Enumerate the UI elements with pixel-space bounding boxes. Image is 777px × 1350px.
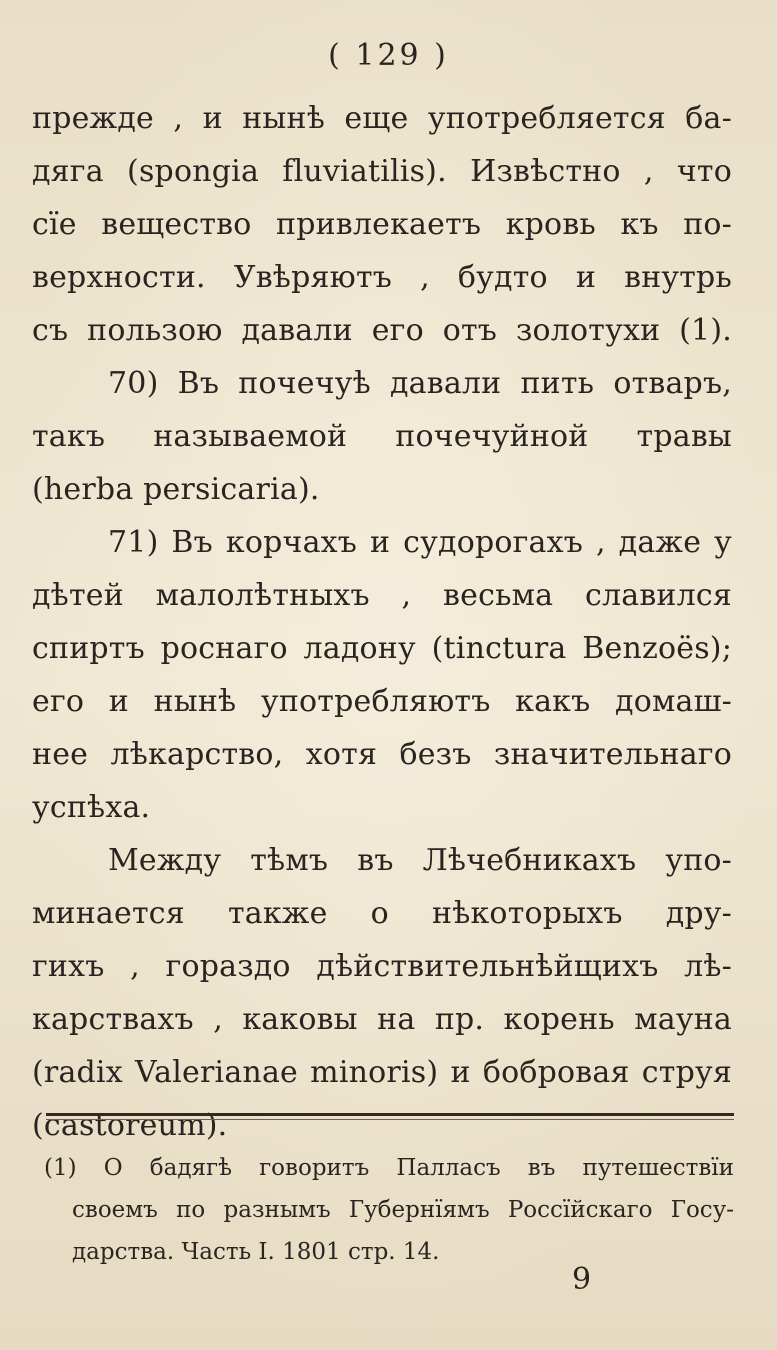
text-line: карствахъ , каковы на пр. корень мауна (32, 1002, 732, 1037)
text-line: минается также о нѣкоторыхъ дру- (32, 896, 732, 931)
text-line: верхности. Увѣряютъ , будто и внутрь (32, 260, 732, 295)
footnote-line: (1) О бадягѣ говоритъ Палласъ въ путешествїи (44, 1155, 734, 1181)
paragraph-between-start: Между тѣмъ въ Лѣчебникахъ упо- (108, 843, 732, 878)
text-line: спиртъ роснаго ладону (tinctura Benzoës); (32, 631, 732, 666)
text-line: его и нынѣ употребляютъ какъ домаш- (32, 684, 732, 719)
paragraph-70-start: 70) Въ почечуѣ давали пить отваръ, (108, 366, 732, 401)
text-line: (castoreum). (32, 1108, 228, 1143)
text-line: (herba persicaria). (32, 472, 320, 507)
footnote-line: своемъ по разнымъ Губернїямъ Россїйскаго Госу- (72, 1197, 734, 1223)
footnote-block (44, 1147, 734, 1273)
text-line: дяга (spongia fluviatilis). Извѣстно , что (32, 154, 732, 189)
text-line: успѣха. (32, 790, 151, 825)
page-number-header: ( 129 ) (328, 38, 449, 73)
text-line: гихъ , гораздо дѣйствительнѣйщихъ лѣ- (32, 949, 732, 984)
text-line: сїе вещество привлекаетъ кровь къ по- (32, 207, 732, 242)
text-line: дѣтей малолѣтныхъ , весьма славился (32, 578, 732, 613)
text-line: нее лѣкарство, хотя безъ значительнаго (32, 737, 732, 772)
main-text-block (32, 92, 732, 1152)
text-line: такъ называемой почечуйной травы (32, 419, 732, 454)
footnote-divider-rule-thin (46, 1119, 734, 1120)
footnote-divider-rule (46, 1113, 734, 1116)
text-line: (radix Valerianae minoris) и бобровая струя (32, 1055, 732, 1090)
footnote-line: дарства. Часть I. 1801 стр. 14. (72, 1239, 440, 1265)
text-line: прежде , и нынѣ еще употребляется ба- (32, 101, 732, 136)
text-line: съ пользою давали его отъ золотухи (1). (32, 313, 732, 348)
paragraph-71-start: 71) Въ корчахъ и судорогахъ , даже у (108, 525, 732, 560)
signature-mark: 9 (572, 1262, 592, 1297)
